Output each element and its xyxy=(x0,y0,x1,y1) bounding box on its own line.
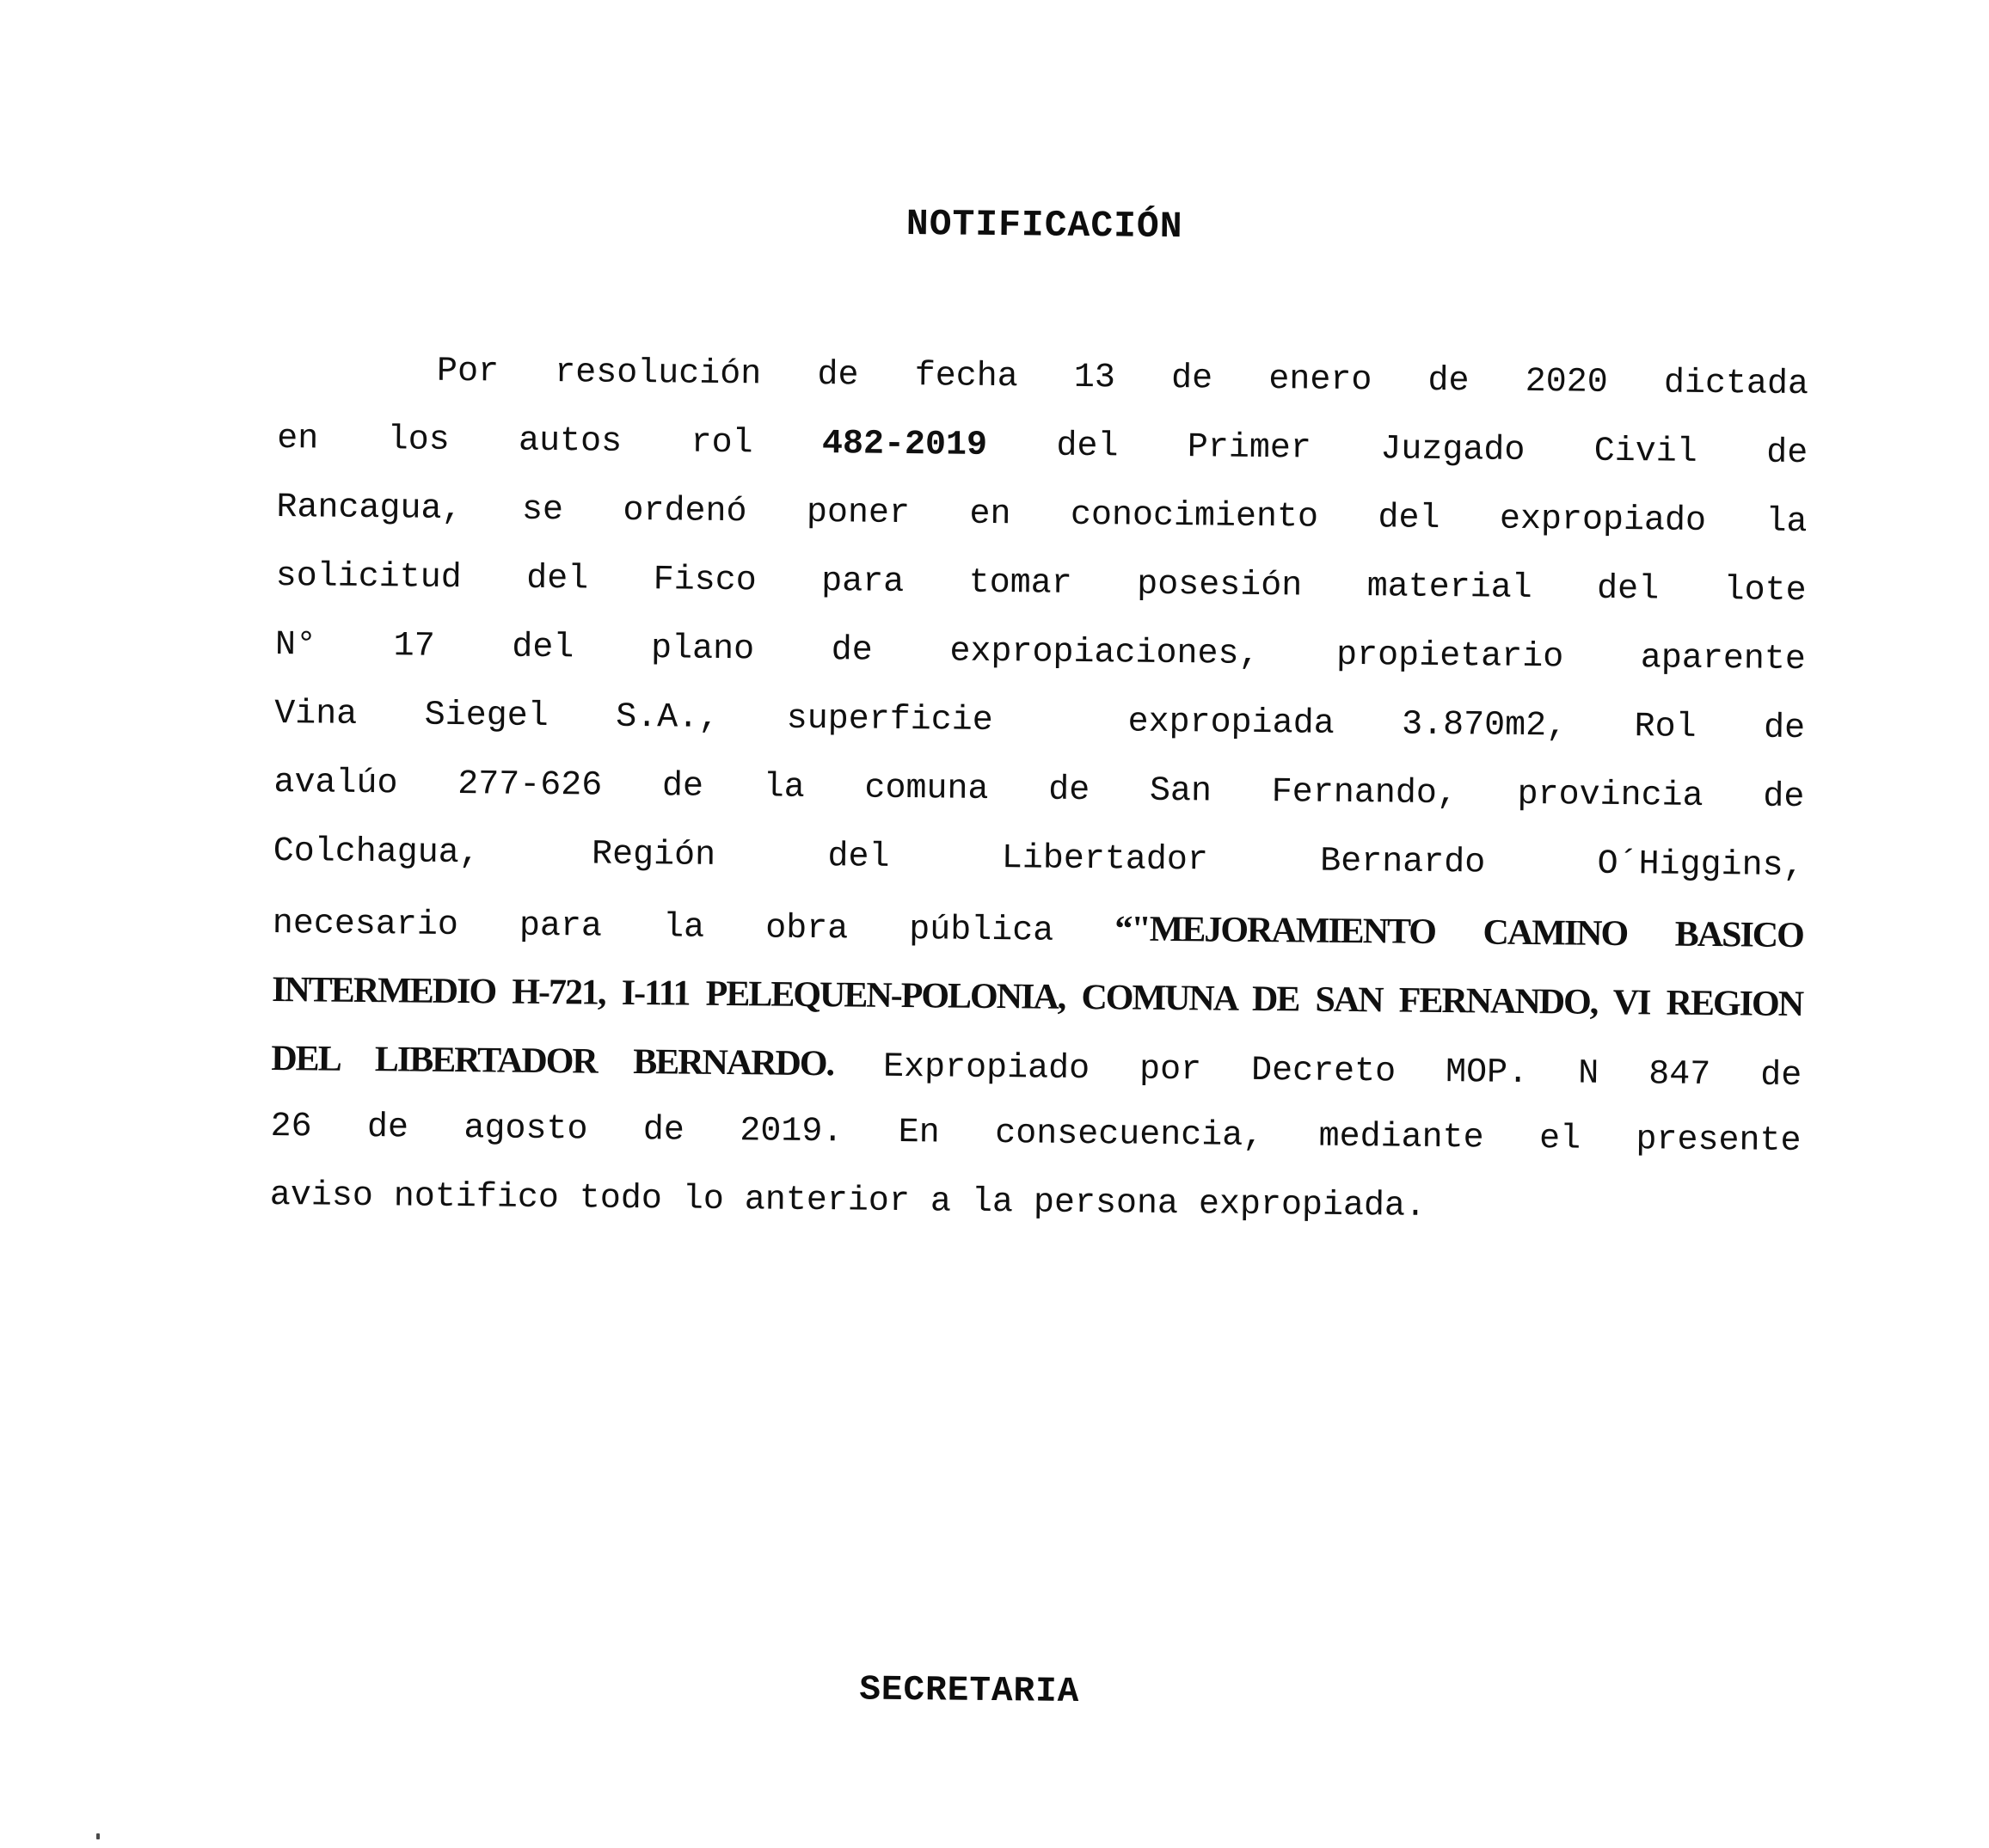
text-segment: en los autos rol xyxy=(277,419,823,464)
text-segment: INTERMEDIO H-721, I-111 PELEQUEN-POLONIA, COMUNA DE SAN FERNANDO, VI REGION xyxy=(271,969,1803,1025)
text-segment: aviso notifico todo lo anterior a la persona expropiada. xyxy=(269,1176,1427,1226)
text-segment: solicitud del Fisco para tomar posesión material del lote xyxy=(275,556,1807,611)
text-segment: del Primer Juzgado Civil de xyxy=(986,426,1808,474)
text-segment: 482-2019 xyxy=(821,425,988,465)
text-segment: Colchagua, Región del Libertador Bernardo O´Higgins, xyxy=(273,832,1804,887)
text-segment: Expropiado por Decreto MOP. N 847 de xyxy=(832,1047,1802,1096)
notification-body xyxy=(269,336,1808,1245)
scan-artifact-speck xyxy=(96,1833,100,1839)
paragraph-line xyxy=(269,1162,1801,1245)
document-title: NOTIFICACIÓN xyxy=(905,202,1183,249)
text-segment: N° 17 del plano de expropiaciones, propietario aparente xyxy=(274,625,1807,680)
scanned-sheet xyxy=(264,194,1810,1800)
text-segment: Rancagua, se ordenó poner en conocimiento del expropiado la xyxy=(276,488,1808,543)
text-segment: necesario para la obra pública xyxy=(272,904,1115,952)
text-segment: 26 de agosto de 2019. En consecuencia, mediante el presente xyxy=(270,1107,1802,1162)
text-segment: Por resolución de fecha 13 de enero de 2020 dictada xyxy=(436,352,1809,405)
text-segment: DEL LIBERTADOR BERNARDO. xyxy=(271,1038,834,1084)
text-segment: avalúo 277-626 de la comuna de San Fernando, provincia de xyxy=(273,763,1805,818)
text-segment: Vina Siegel S.A., superficie expropiada 3.870m2, Rol de xyxy=(273,694,1806,749)
text-segment: “"MEJORAMIENTO CAMINO BASICO xyxy=(1114,909,1804,956)
footer-secretaria: SECRETARIA xyxy=(859,1670,1080,1713)
